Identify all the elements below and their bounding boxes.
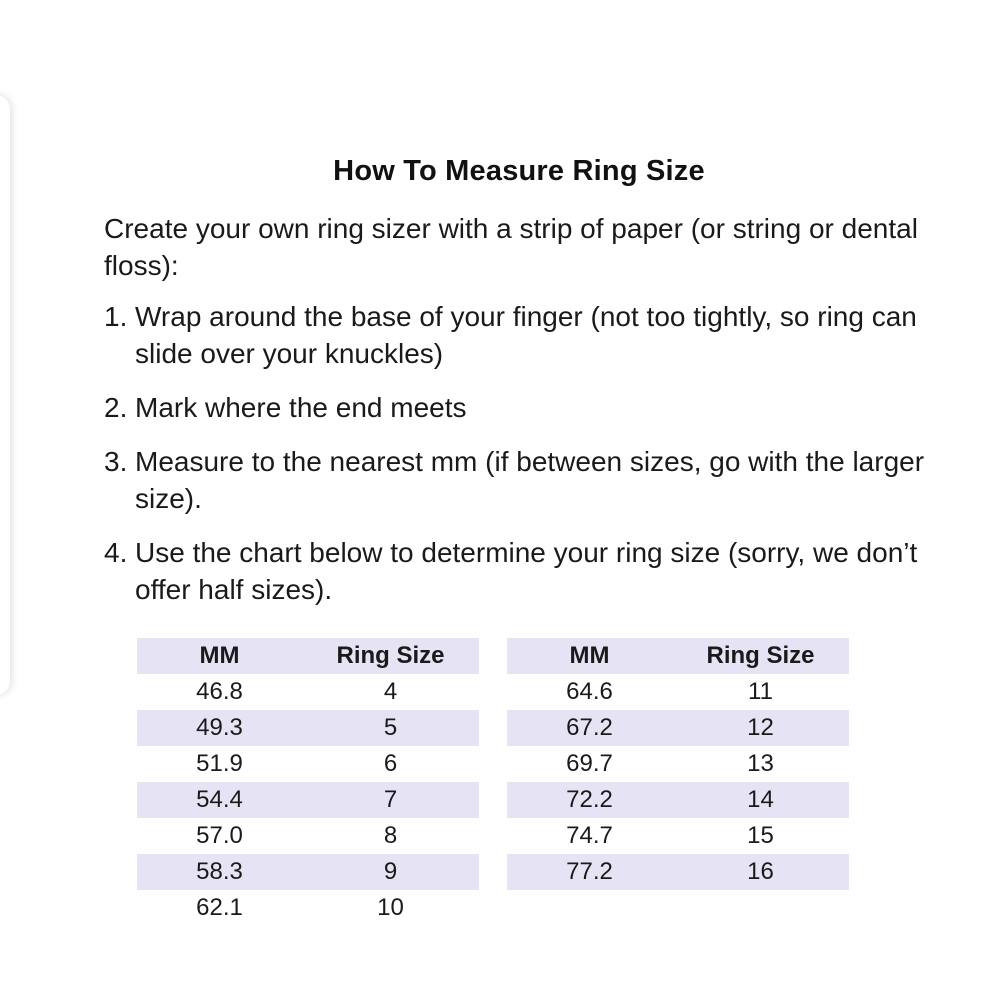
- mm-cell: 74.7: [566, 822, 613, 849]
- table-header-row: [507, 638, 849, 674]
- step-text: Wrap around the base of your finger (not too tightly, so ring can slide over your knuckles): [135, 301, 917, 369]
- step-number: 1.: [104, 301, 128, 332]
- ring-size-cell: 12: [747, 714, 774, 741]
- step-text: Use the chart below to determine your ring size (sorry, we don’t offer half sizes).: [135, 537, 918, 605]
- ring-size-cell: 8: [383, 822, 398, 849]
- mm-cell: 54.4: [196, 786, 243, 813]
- mm-cell: 67.2: [566, 714, 613, 741]
- ring-size-cell: 15: [747, 822, 774, 849]
- ring-size-cell: 9: [383, 858, 398, 885]
- mm-cell: 58.3: [196, 858, 243, 885]
- table-row: [137, 782, 479, 818]
- step-item: [104, 534, 944, 608]
- table-row: [137, 890, 479, 926]
- mm-cell: 69.7: [566, 750, 613, 777]
- step-number: 3.: [104, 446, 128, 477]
- ring-size-cell: 5: [383, 714, 398, 741]
- intro-text: Create your own ring sizer with a strip of paper (or string or dental floss):: [104, 213, 918, 281]
- step-text: Mark where the end meets: [135, 392, 467, 423]
- mm-cell: 46.8: [196, 678, 243, 705]
- table-row: [507, 710, 849, 746]
- mm-cell: 51.9: [196, 750, 243, 777]
- step-item: [104, 443, 944, 517]
- table-row: [507, 746, 849, 782]
- ring-size-cell: 4: [383, 678, 398, 705]
- ring-size-cell: 7: [383, 786, 398, 813]
- ring-size-cell: 10: [377, 894, 404, 921]
- instruction-steps: [104, 298, 944, 625]
- table-row: [507, 674, 849, 710]
- step-text: Measure to the nearest mm (if between sizes, go with the larger size).: [135, 446, 925, 514]
- page-title: How To Measure Ring Size: [333, 155, 705, 187]
- table-row: [137, 854, 479, 890]
- table-row: [507, 818, 849, 854]
- table-row: [137, 674, 479, 710]
- ring-size-table-right: [507, 638, 849, 890]
- table-row: [137, 746, 479, 782]
- mm-cell: 77.2: [566, 858, 613, 885]
- ring-size-cell: 14: [747, 786, 774, 813]
- table-header-row: [137, 638, 479, 674]
- step-item: [104, 389, 944, 426]
- column-header-ring-size: Ring Size: [706, 642, 815, 669]
- column-header-mm: MM: [199, 642, 240, 669]
- column-header-mm: MM: [569, 642, 610, 669]
- column-header-ring-size: Ring Size: [336, 642, 445, 669]
- table-row: [137, 818, 479, 854]
- mm-cell: 72.2: [566, 786, 613, 813]
- step-item: [104, 298, 944, 372]
- mm-cell: 49.3: [196, 714, 243, 741]
- mm-cell: 64.6: [566, 678, 613, 705]
- ring-size-table-left: [137, 638, 479, 926]
- step-number: 2.: [104, 392, 128, 423]
- step-number: 4.: [104, 537, 128, 568]
- ring-size-cell: 13: [747, 750, 774, 777]
- mm-cell: 57.0: [196, 822, 243, 849]
- ring-size-cell: 6: [383, 750, 398, 777]
- table-row: [507, 782, 849, 818]
- table-row: [137, 710, 479, 746]
- ring-size-cell: 16: [747, 858, 774, 885]
- ring-size-cell: 11: [748, 678, 773, 705]
- table-row: [507, 854, 849, 890]
- mm-cell: 62.1: [196, 894, 243, 921]
